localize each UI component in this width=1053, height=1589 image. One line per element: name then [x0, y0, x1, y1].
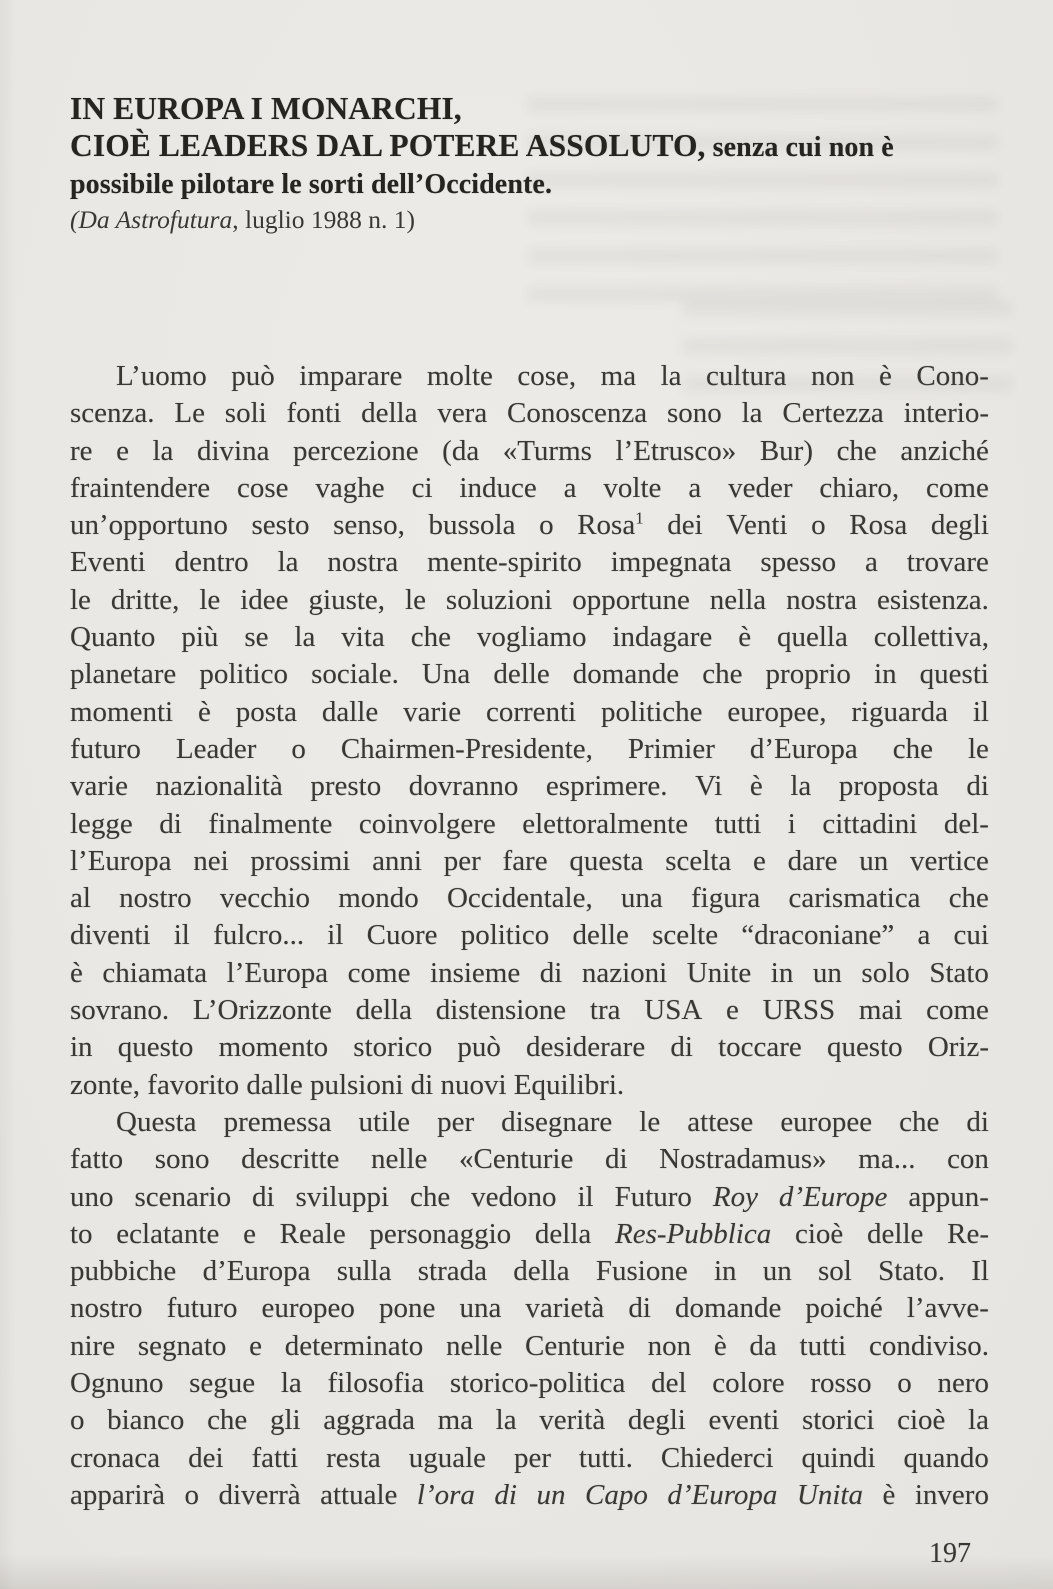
title-line-2: CIOÈ LEADERS DAL POTERE ASSOLUTO, senza cui non è: [70, 128, 894, 163]
title-line-3: possibile pilotare le sorti dell’Occidente.: [70, 169, 553, 200]
text-line: legge di finalmente coinvolgere elettoralmente tutti i cittadini del-: [70, 807, 989, 840]
text-line: scenza. Le soli fonti della vera Conoscenza sono la Certezza interio-: [70, 397, 989, 430]
text-line: to eclatante e Reale personaggio della Res-Pubblica cioè delle Re-: [70, 1217, 989, 1250]
text-line: Eventi dentro la nostra mente-spirito impegnata spesso a trovare: [70, 546, 989, 579]
text-line: cronaca dei fatti resta uguale per tutti. Chiederci quindi quando: [70, 1441, 989, 1474]
text-line: futuro Leader o Chairmen-Presidente, Primier d’Europa che le: [70, 732, 989, 765]
text-line: apparirà o diverrà attuale l’ora di un Capo d’Europa Unita è invero: [70, 1478, 989, 1511]
text-line: L’uomo può imparare molte cose, ma la cultura non è Cono-: [116, 360, 989, 392]
article-header: [70, 0, 989, 238]
text-line: pubbiche d’Europa sulla strada della Fusione in un sol Stato. Il: [70, 1255, 989, 1288]
text-line: planetare politico sociale. Una delle domande che proprio in questi: [70, 658, 989, 691]
text-line: varie nazionalità presto dovranno esprimere. Vi è la proposta di: [70, 770, 989, 803]
text-line: un’opportuno sesto senso, bussola o Rosa$^1$ dei Venti o Rosa degli: [70, 508, 989, 542]
text-line: sovrano. L’Orizzonte della distensione tra USA e URSS mai come: [70, 994, 989, 1027]
title-line-1: IN EUROPA I MONARCHI,: [70, 91, 462, 126]
text-line: re e la divina percezione (da «Turms l’Etrusco» Bur) che anziché: [70, 434, 989, 467]
text-line: in questo momento storico può desiderare di toccare questo Oriz-: [70, 1031, 989, 1064]
text-line: l’Europa nei prossimi anni per fare questa scelta e dare un vertice: [70, 844, 989, 877]
text-line: o bianco che gli aggrada ma la verità degli eventi storici cioè la: [70, 1404, 989, 1437]
page-number: 197: [929, 1538, 971, 1569]
text-line: nire segnato e determinato nelle Centurie non è da tutti condiviso.: [70, 1329, 989, 1362]
page-content: [70, 0, 989, 1514]
text-line: Questa premessa utile per disegnare le attese europee che di: [116, 1105, 989, 1138]
paragraph-1: [70, 358, 989, 1104]
article-body: [70, 358, 989, 1514]
text-line: uno scenario di sviluppi che vedono il Futuro Roy d’Europe appun-: [70, 1180, 989, 1213]
text-line: fraintendere cose vaghe ci induce a volte a veder chiaro, come: [70, 471, 989, 504]
text-line: nostro futuro europeo pone una varietà di domande poiché l’avve-: [70, 1292, 989, 1325]
text-line: fatto sono descritte nelle «Centurie di Nostradamus» ma... con: [70, 1143, 989, 1176]
text-line: Quanto più se la vita che vogliamo indagare è quella collettiva,: [70, 621, 989, 654]
text-line: zonte, favorito dalle pulsioni di nuovi Equilibri.: [70, 1068, 625, 1101]
text-line: le dritte, le idee giuste, le soluzioni opportune nella nostra esistenza.: [70, 583, 989, 616]
source-citation: (Da Astrofutura, luglio 1988 n. 1): [70, 205, 415, 234]
text-line: diventi il fulcro... il Cuore politico delle scelte “draconiane” a cui: [70, 919, 989, 952]
text-line: al nostro vecchio mondo Occidentale, una figura carismatica che: [70, 882, 989, 915]
article-title: [70, 90, 989, 201]
text-line: Ognuno segue la filosofia storico-politica del colore rosso o nero: [70, 1367, 989, 1400]
text-line: momenti è posta dalle varie correnti politiche europee, riguarda il: [70, 695, 989, 728]
paragraph-2: [70, 1104, 989, 1514]
page-footer: [929, 1538, 971, 1570]
text-line: è chiamata l’Europa come insieme di nazioni Unite in un solo Stato: [70, 956, 989, 989]
